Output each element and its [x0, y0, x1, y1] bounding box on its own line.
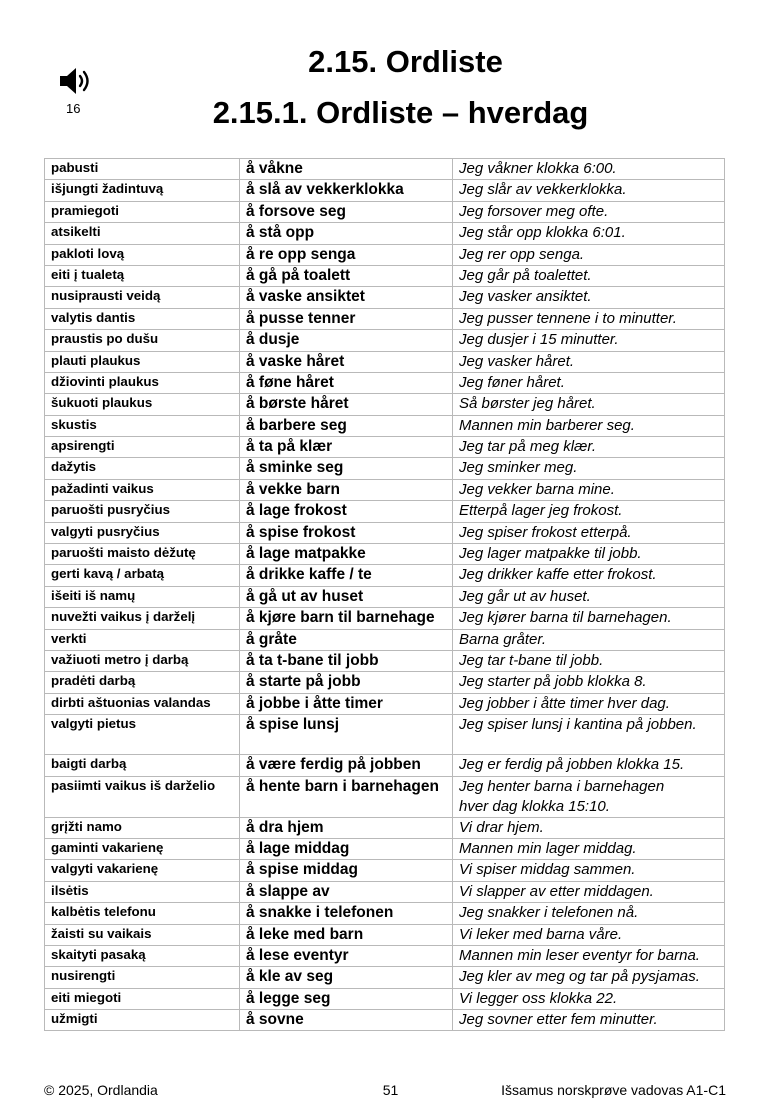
example-line: Jeg er ferdig på jobben klokka 15.: [459, 756, 685, 774]
example-sentence: [453, 287, 725, 308]
example-sentence: [453, 180, 725, 201]
example-line: Jeg snakker i telefonen nå.: [459, 904, 639, 922]
lithuanian-term: paruošti pusryčius: [45, 501, 240, 522]
example-line: Jeg jobber i åtte timer hver dag.: [459, 694, 670, 712]
example-line: Jeg slår av vekkerklokka.: [459, 181, 627, 199]
footer-page-number: 51: [382, 1082, 399, 1098]
norwegian-term: å vaske ansiktet: [240, 287, 453, 308]
lithuanian-term: gaminti vakarienę: [45, 838, 240, 859]
table-row: [45, 903, 725, 924]
example-sentence: [453, 458, 725, 479]
example-line: Jeg forsover meg ofte.: [459, 202, 609, 220]
example-sentence: [453, 201, 725, 222]
example-sentence: [453, 838, 725, 859]
norwegian-term: å snakke i telefonen: [240, 903, 453, 924]
table-row: [45, 838, 725, 859]
audio-track-number: 16: [66, 101, 81, 116]
example-line: Jeg sminker meg.: [459, 459, 578, 477]
example-sentence: [453, 650, 725, 671]
example-line: Etterpå lager jeg frokost.: [459, 502, 623, 520]
example-line: Vi legger oss klokka 22.: [459, 989, 618, 1007]
lithuanian-term: paruošti maisto dėžutę: [45, 544, 240, 565]
table-row: [45, 522, 725, 543]
table-row: [45, 544, 725, 565]
table-row: [45, 458, 725, 479]
example-sentence: [453, 479, 725, 500]
example-sentence: [453, 693, 725, 714]
lithuanian-term: grįžti namo: [45, 817, 240, 838]
example-line: Jeg vasker håret.: [459, 352, 575, 370]
example-line: Jeg henter barna i barnehagen: [459, 777, 665, 795]
table-row: [45, 715, 725, 755]
norwegian-term: å spise frokost: [240, 522, 453, 543]
table-row: [45, 565, 725, 586]
table-row: [45, 1010, 725, 1031]
example-sentence: [453, 881, 725, 902]
lithuanian-term: skustis: [45, 415, 240, 436]
norwegian-term: å gråte: [240, 629, 453, 650]
norwegian-term: å vaske håret: [240, 351, 453, 372]
norwegian-term: å være ferdig på jobben: [240, 755, 453, 776]
lithuanian-term: pasiimti vaikus iš darželio: [45, 776, 240, 817]
lithuanian-term: nuvežti vaikus į darželį: [45, 608, 240, 629]
norwegian-term: å lage matpakke: [240, 544, 453, 565]
lithuanian-term: praustis po dušu: [45, 330, 240, 351]
table-row: [45, 586, 725, 607]
lithuanian-term: valgyti pusryčius: [45, 522, 240, 543]
lithuanian-term: eiti miegoti: [45, 988, 240, 1009]
lithuanian-term: valytis dantis: [45, 308, 240, 329]
lithuanian-term: dirbti aštuonias valandas: [45, 693, 240, 714]
example-line: Jeg vekker barna mine.: [459, 480, 615, 498]
norwegian-term: å sminke seg: [240, 458, 453, 479]
example-line: Jeg går ut av huset.: [459, 587, 591, 605]
lithuanian-term: užmigti: [45, 1010, 240, 1031]
lithuanian-term: dažytis: [45, 458, 240, 479]
example-sentence: [453, 1010, 725, 1031]
example-line: Jeg rer opp senga.: [459, 245, 585, 263]
norwegian-term: å legge seg: [240, 988, 453, 1009]
lithuanian-term: valgyti pietus: [45, 715, 240, 755]
norwegian-term: å gå på toalett: [240, 265, 453, 286]
table-row: [45, 223, 725, 244]
norwegian-term: å kle av seg: [240, 967, 453, 988]
lithuanian-term: žaisti su vaikais: [45, 924, 240, 945]
example-sentence: [453, 330, 725, 351]
table-row: [45, 244, 725, 265]
table-row: [45, 415, 725, 436]
example-line: Jeg går på toalettet.: [459, 266, 592, 284]
table-row: [45, 265, 725, 286]
example-line: Jeg kjører barna til barnehagen.: [459, 609, 672, 627]
example-line: Jeg vasker ansiktet.: [459, 288, 592, 306]
vocabulary-table: [44, 158, 725, 1031]
lithuanian-term: džiovinti plaukus: [45, 372, 240, 393]
example-sentence: [453, 415, 725, 436]
example-line: Jeg kler av meg og tar på pysjamas.: [459, 968, 700, 986]
example-line: Jeg sovner etter fem minutter.: [459, 1011, 658, 1029]
table-row: [45, 860, 725, 881]
example-line: Mannen min lager middag.: [459, 839, 637, 857]
norwegian-term: å dra hjem: [240, 817, 453, 838]
lithuanian-term: išjungti žadintuvą: [45, 180, 240, 201]
table-row: [45, 924, 725, 945]
table-row: [45, 672, 725, 693]
lithuanian-term: nusirengti: [45, 967, 240, 988]
table-row: [45, 394, 725, 415]
example-line: Vi slapper av etter middagen.: [459, 882, 654, 900]
example-line: Barna gråter.: [459, 630, 546, 648]
norwegian-term: å starte på jobb: [240, 672, 453, 693]
norwegian-term: å forsove seg: [240, 201, 453, 222]
table-row: [45, 330, 725, 351]
norwegian-term: å drikke kaffe / te: [240, 565, 453, 586]
example-sentence: [453, 501, 725, 522]
example-line: Jeg drikker kaffe etter frokost.: [459, 566, 657, 584]
example-sentence: [453, 586, 725, 607]
example-line: Mannen min leser eventyr for barna.: [459, 946, 700, 964]
norwegian-term: å stå opp: [240, 223, 453, 244]
example-sentence: [453, 565, 725, 586]
norwegian-term: å børste håret: [240, 394, 453, 415]
lithuanian-term: atsikelti: [45, 223, 240, 244]
example-line: Jeg tar på meg klær.: [459, 438, 596, 456]
table-row: [45, 817, 725, 838]
lithuanian-term: pabusti: [45, 159, 240, 180]
example-sentence: [453, 608, 725, 629]
lithuanian-term: nusiprausti veidą: [45, 287, 240, 308]
lithuanian-term: apsirengti: [45, 437, 240, 458]
example-sentence: [453, 988, 725, 1009]
example-sentence: [453, 967, 725, 988]
example-line: Vi drar hjem.: [459, 818, 544, 836]
example-sentence: [453, 629, 725, 650]
norwegian-term: å lage frokost: [240, 501, 453, 522]
lithuanian-term: verkti: [45, 629, 240, 650]
example-line: Jeg står opp klokka 6:01.: [459, 224, 626, 242]
example-sentence: [453, 351, 725, 372]
example-line: Jeg pusser tennene i to minutter.: [459, 309, 677, 327]
example-line: Jeg føner håret.: [459, 373, 565, 391]
lithuanian-term: važiuoti metro į darbą: [45, 650, 240, 671]
norwegian-term: å spise middag: [240, 860, 453, 881]
example-sentence: [453, 945, 725, 966]
example-line: Jeg spiser lunsj i kantina på jobben.: [459, 716, 697, 734]
table-row: [45, 650, 725, 671]
example-line: Vi leker med barna våre.: [459, 925, 623, 943]
norwegian-term: å vekke barn: [240, 479, 453, 500]
norwegian-term: å lage middag: [240, 838, 453, 859]
table-row: [45, 201, 725, 222]
table-row: [45, 180, 725, 201]
table-row: [45, 945, 725, 966]
norwegian-term: å pusse tenner: [240, 308, 453, 329]
lithuanian-term: pramiegoti: [45, 201, 240, 222]
lithuanian-term: baigti darbą: [45, 755, 240, 776]
example-sentence: [453, 544, 725, 565]
norwegian-term: å våkne: [240, 159, 453, 180]
norwegian-term: å lese eventyr: [240, 945, 453, 966]
lithuanian-term: gerti kavą / arbatą: [45, 565, 240, 586]
table-row: [45, 351, 725, 372]
table-row: [45, 479, 725, 500]
lithuanian-term: plauti plaukus: [45, 351, 240, 372]
norwegian-term: å re opp senga: [240, 244, 453, 265]
page-subtitle: 2.15.1. Ordliste – hverdag: [212, 95, 589, 130]
example-line: Vi spiser middag sammen.: [459, 861, 636, 879]
example-sentence: [453, 903, 725, 924]
example-line: hver dag klokka 15:10.: [459, 797, 610, 815]
example-line: Jeg spiser frokost etterpå.: [459, 523, 632, 541]
table-row: [45, 755, 725, 776]
norwegian-term: å slappe av: [240, 881, 453, 902]
example-sentence: [453, 755, 725, 776]
lithuanian-term: šukuoti plaukus: [45, 394, 240, 415]
example-sentence: [453, 776, 725, 817]
norwegian-term: å sovne: [240, 1010, 453, 1031]
lithuanian-term: pakloti lovą: [45, 244, 240, 265]
example-line: Jeg våkner klokka 6:00.: [459, 160, 617, 177]
table-row: [45, 967, 725, 988]
example-sentence: [453, 223, 725, 244]
example-sentence: [453, 715, 725, 755]
table-row: [45, 372, 725, 393]
lithuanian-term: skaityti pasaką: [45, 945, 240, 966]
table-row: [45, 629, 725, 650]
example-sentence: [453, 308, 725, 329]
example-sentence: [453, 860, 725, 881]
norwegian-term: å hente barn i barnehagen: [240, 776, 453, 817]
norwegian-term: å slå av vekkerklokka: [240, 180, 453, 201]
norwegian-term: å gå ut av huset: [240, 586, 453, 607]
table-row: [45, 308, 725, 329]
example-sentence: [453, 265, 725, 286]
example-sentence: [453, 672, 725, 693]
lithuanian-term: kalbėtis telefonu: [45, 903, 240, 924]
norwegian-term: å dusje: [240, 330, 453, 351]
lithuanian-term: ilsėtis: [45, 881, 240, 902]
table-row: [45, 693, 725, 714]
norwegian-term: å jobbe i åtte timer: [240, 693, 453, 714]
table-row: [45, 988, 725, 1009]
example-sentence: [453, 159, 725, 180]
table-row: [45, 776, 725, 817]
norwegian-term: å ta på klær: [240, 437, 453, 458]
example-sentence: [453, 394, 725, 415]
lithuanian-term: pradėti darbą: [45, 672, 240, 693]
norwegian-term: å spise lunsj: [240, 715, 453, 755]
table-row: [45, 437, 725, 458]
example-sentence: [453, 372, 725, 393]
table-row: [45, 881, 725, 902]
norwegian-term: å føne håret: [240, 372, 453, 393]
lithuanian-term: pažadinti vaikus: [45, 479, 240, 500]
example-line: Så børster jeg håret.: [459, 395, 596, 413]
footer-book-title: Išsamus norskprøve vadovas A1-C1: [501, 1082, 726, 1098]
page-title: 2.15. Ordliste: [308, 44, 503, 79]
example-sentence: [453, 437, 725, 458]
table-row: [45, 287, 725, 308]
norwegian-term: å kjøre barn til barnehage: [240, 608, 453, 629]
example-sentence: [453, 924, 725, 945]
lithuanian-term: valgyti vakarienę: [45, 860, 240, 881]
table-row: [45, 501, 725, 522]
lithuanian-term: eiti į tualetą: [45, 265, 240, 286]
example-sentence: [453, 817, 725, 838]
table-row: [45, 159, 725, 180]
norwegian-term: å leke med barn: [240, 924, 453, 945]
example-line: Jeg tar t-bane til jobb.: [459, 651, 604, 669]
example-line: Jeg dusjer i 15 minutter.: [459, 331, 619, 349]
example-line: Mannen min barberer seg.: [459, 416, 635, 434]
example-line: Jeg lager matpakke til jobb.: [459, 545, 642, 563]
example-sentence: [453, 244, 725, 265]
table-row: [45, 608, 725, 629]
example-sentence: [453, 522, 725, 543]
footer-copyright: © 2025, Ordlandia: [44, 1082, 158, 1098]
example-line: Jeg starter på jobb klokka 8.: [459, 673, 647, 691]
lithuanian-term: išeiti iš namų: [45, 586, 240, 607]
norwegian-term: å barbere seg: [240, 415, 453, 436]
norwegian-term: å ta t-bane til jobb: [240, 650, 453, 671]
